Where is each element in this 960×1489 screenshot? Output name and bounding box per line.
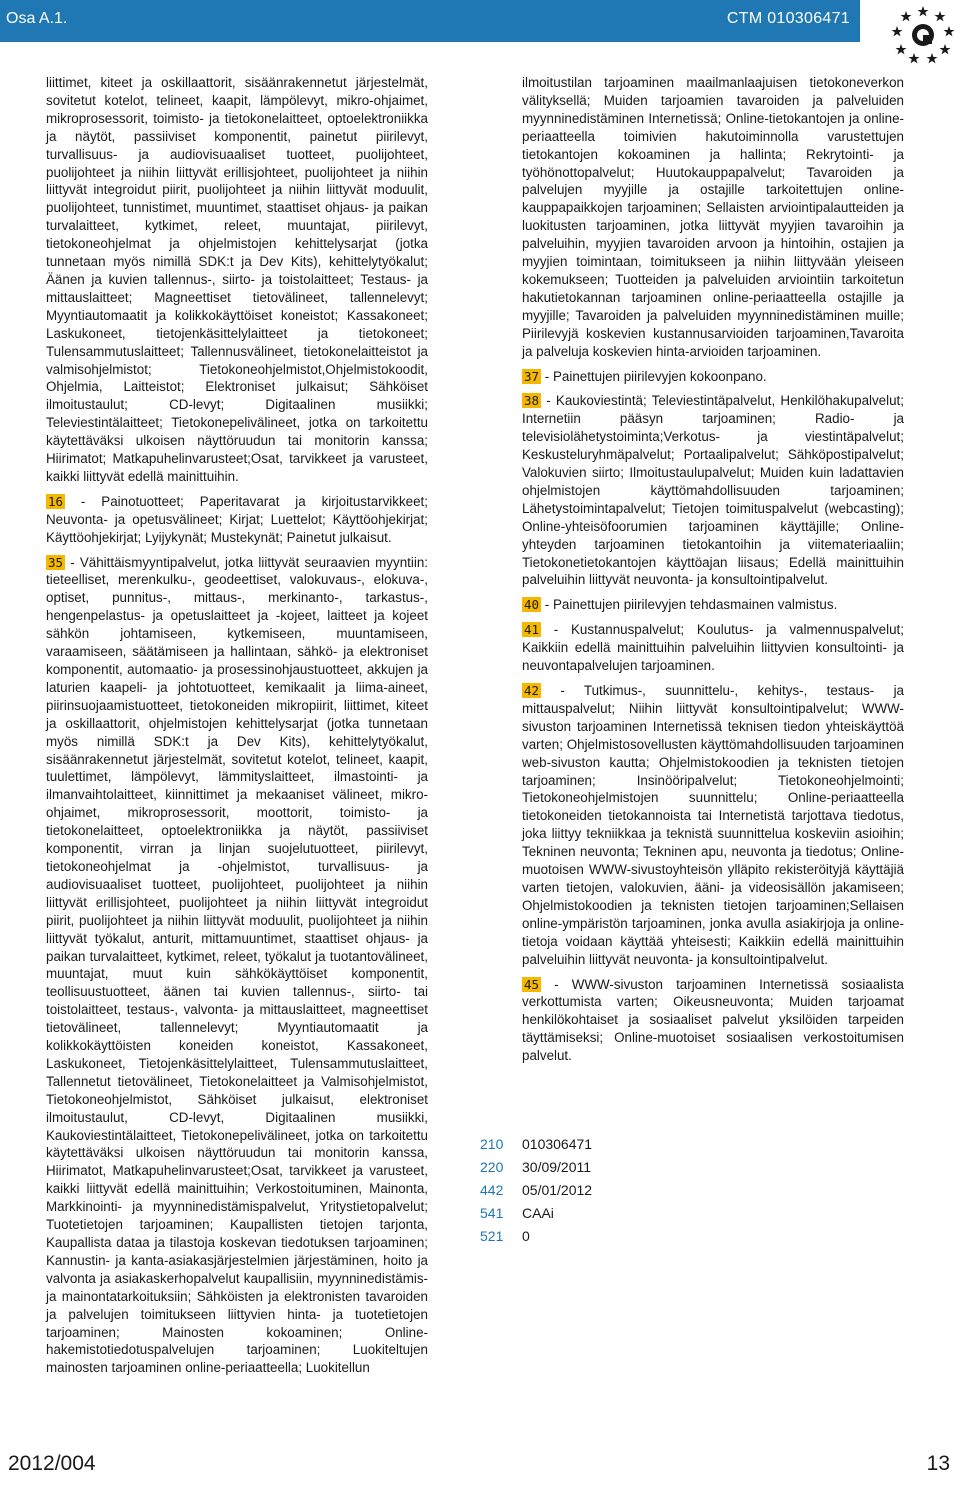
- meta-value: 010306471: [522, 1136, 593, 1152]
- ohim-logo-icon: [890, 4, 956, 66]
- left-intro-text: liittimet, kiteet ja oskillaattorit, sisäänrakennetut järjestelmät, sovitetut kotelot, telineet, kaapit, lämpölevyt, mikro-ohjaimet, mikroprosessorit, toimisto- ja tietokonelaitteet, optoelektroniikka ja näytöt, passiiviset komponentit, painetut piirilevyt, turvallisuus- ja audiovisuaaliset tuotteet, puolijohteet, puolijohteet ja niihin liittyvät erillisjohteet, puolijohteet ja niihin liittyvät integroidut piirit, puolijohteet ja niihin liittyvät moduulit, puolijohteet, tunnistimet, muuntimet, staattiset ohjaus- ja paikan turvalaitteet, kytkimet, releet, muuntajat, piirilevyt, tietokoneohjelmat ja ohjelmistojen kehittelysarjat (jotka tunnetaan myös nimillä SDK:t ja Dev Kits), kehittelytyökalut; Äänen ja kuvien tallennus-, siirto- ja toistolaitteet; Testaus- ja mittauslaitteet; Magneettiset tietovälineet, tallennelevyt; Myyntiautomaatit ja kolikkokäyttöiset koneistot; Kassakoneet; Laskukoneet, tietojenkäsittelylaitteet ja tietokoneet; Tulensammutuslaitteet; Tallennusvälineet, tietokonelaitteistot ja valmisohjelmistot; Tietokoneohjelmistot,Ohjelmistokoodit, Ohjelmia, Laitteistot; Elektroniset julkaisut; Sähköiset ilmoitustaulut; CD-levyt; Digitaalinen musiikki; Televiestintälaitteet; Tietokonepelivälineet, jotka on tarkoitettu käytettäväksi ulkoisen näyttöruudun tai monitorin kanssa; Hiirimatot; Matkapuhelinvarusteet;Osat, tarvikkeet ja varusteet, kaikki liittyvät edellä mainittuihin.: [46, 75, 428, 484]
- class-description: - Painettujen piirilevyjen tehdasmainen valmistus.: [541, 597, 838, 613]
- class-entry-41: [522, 621, 904, 675]
- meta-code: 442: [480, 1182, 504, 1198]
- right-intro-text: ilmoitustilan tarjoaminen maailmanlaajuisen tietokoneverkon välityksellä; Muiden tarjoamien tavaroiden ja palveluiden myynninedistäminen Internetissä; Online-tietokantojen ja online-periaatteella toimivien hakutoiminnolla varustettujen tietokantojen kokoaminen ja hallinta; Rekrytointi- ja työhönottopalvelut; Huutokauppapalvelut; Tavaroiden ja palvelujen myyjille ja ostajille tarkoitettujen online-kauppapaikkojen tarjoaminen; Sellaisten arviointipalautteiden ja luokitusten tarjoaminen, jotka liittyvät myyjien tavaroihin ja palveluihin, myyjien tavaroiden arvoon ja hintoihin, ostajien ja myyjien toimintaan, toimitukseen ja niihin liittyvään yleiseen kokemukseen; Tuotteiden ja palveluiden arviointiin tarkoitetun hakutietokannan tarjoaminen online-periaatteella ostajille ja myyjille; Tavaroiden ja palveluiden myynninedistäminen muille; Piirilevyjä koskevien kustannusarvioiden tarjoaminen,Tavaroita ja palveluja koskevien hinta-arvioiden tarjoaminen.: [522, 75, 904, 359]
- class-entry-38: [522, 392, 904, 589]
- class-entry-45: [522, 976, 904, 1066]
- class-code-badge: 35: [48, 554, 64, 570]
- class-entry-42: [522, 682, 904, 969]
- class-code-badge: 38: [524, 393, 540, 409]
- bibliographic-data: [480, 1133, 592, 1248]
- class-description: - Painotuotteet; Paperitavarat ja kirjoitustarvikkeet; Neuvonta- ja opetusvälineet; Kirjat; Luettelot; Käyttöohjekirjat; Käyttöohjekirjat; Lyijykynät; Mustekynät; Painetut julkaisut.: [46, 493, 428, 545]
- class-entry-37: [522, 368, 904, 386]
- ctm-number: CTM 010306471: [726, 10, 850, 27]
- issue-number: 2012/004: [8, 1452, 96, 1475]
- left-column: [46, 74, 428, 1384]
- class-description: - Kaukoviestintä; Televiestintäpalvelut, Henkilöhakupalvelut; Internetiin pääsyn tarjoaminen; Radio- ja televisiolähetystoiminta;Verkotus- ja viestintäpalvelut; Keskusteluryhmäpalvelut; Portaalipalvelut; Sähköpostipalvelut; Valokuvien siirto; Ilmoitustaulupalvelut; Muiden kuin ladattavien ohjelmistojen käyttömahdollisuuden tarjoaminen; Lähetystoimintapalvelut; Tietojen toimituspalvelut (webcasting); Online-yhteisöfoorumien tarjoaminen käyttäjille; Online-yhteyden tarjoaminen tietokantoihin ja viitemateriaaliin; Tietokonetietokantojen käyttöajan liisaus; Edellä mainittuihin palveluihin liittyvät neuvonta- ja konsultointipalvelut.: [522, 393, 904, 588]
- meta-value: 0: [522, 1228, 530, 1244]
- class-description: - Tutkimus-, suunnittelu-, kehitys-, testaus- ja mittauspalvelut; Niihin liittyvät konsultointipalvelut; WWW-sivuston tarjoaminen Internetissä teknisen tiedon yhteiskäyttöä varten; Ohjelmistosovellusten käyttömahdollisuuden tarjoaminen web-sivuston kautta; Ohjelmistokoodien ja teknisten tietojen tarjoaminen; Insinööripalvelut; Tietokoneohjelmointi; Tietokoneohjelmistojen suunnittelu; Online-periaatteella tietokoneiden tietokannoista tai Internetistä tarjottava tiedotus, joka liittyy tekniikkaa ja teknistä suunnittelua koskeviin asioihin; Tekninen neuvonta; Tekninen apu, neuvonta ja tiedotus; Online-muotoisen WWW-sivustoyhteisön ylläpito rekisteröityjä käyttäjiä varten tietojen, valokuvien, ääni- ja videosisällön jakamiseen; Ohjelmistokoodien ja teknisten tietojen tarjoaminen;Sellaisen online-ympäristön tarjoaminen, jonka avulla asiakirjoja ja online-tietoja voidaan käyttää yhteisesti; Kaikkiin edellä mainittuihin palveluihin liittyvät neuvonta- ja konsultointipalvelut.: [522, 683, 904, 967]
- class-code-badge: 16: [48, 493, 64, 509]
- class-description: - WWW-sivuston tarjoaminen Internetissä sosiaalista verkottumista varten; Oikeusneuvonta; Muiden tarjoamat henkilökohtaiset ja sosiaaliset palvelut yksilöiden tarpeiden täyttämiseksi; Online-muotoiset sosiaalisen verkostoitumisen palvelut.: [522, 976, 904, 1064]
- class-entry-35: [46, 554, 428, 1378]
- meta-row: [480, 1225, 592, 1248]
- meta-row: [480, 1179, 592, 1202]
- page-number: 13: [926, 1452, 950, 1475]
- meta-row: [480, 1202, 592, 1225]
- meta-value: 05/01/2012: [522, 1182, 593, 1198]
- meta-code: 210: [480, 1136, 504, 1152]
- meta-code: 541: [480, 1205, 504, 1221]
- class-description: - Kustannuspalvelut; Koulutus- ja valmennuspalvelut; Kaikkiin edellä mainittuihin palveluihin liittyvien konsultointi- ja neuvontapalvelujen tarjoaminen.: [522, 622, 904, 674]
- class-code-badge: 37: [524, 368, 540, 384]
- meta-code: 521: [480, 1228, 504, 1244]
- class-entry-40: [522, 596, 904, 614]
- section-label: Osa A.1.: [6, 10, 68, 27]
- meta-code: 220: [480, 1159, 504, 1175]
- meta-row: [480, 1156, 592, 1179]
- meta-value: 30/09/2011: [522, 1159, 592, 1175]
- class-entry-16: [46, 493, 428, 547]
- class-code-badge: 41: [524, 622, 540, 638]
- class-description: - Painettujen piirilevyjen kokoonpano.: [541, 368, 767, 384]
- meta-row: [480, 1133, 592, 1156]
- class-description: - Vähittäismyyntipalvelut, jotka liittyvät seuraavien myyntiin: tieteelliset, merenkulku-, geodeettiset, valokuvaus-, elokuva-, optiset, punnitus-, mittaus-, merkinanto-, tarkastus-, hengenpelastus- ja opetuslaitteet ja -kojeet, laitteet ja kojeet sähkön johtamiseen, kytkemiseen, muuntamiseen, varaamiseen, säätämiseen ja hallintaan, sähkö- ja elektroniset komponentit, automaatio- ja prosessinohjaustuotteet, akkujen ja laturien kaapeli- ja johtotuotteet, kemikaalit ja liima-aineet, piirinsuojaamistuotteet, tietokoneiden mikropiirit, liittimet, kiteet ja oskillaattorit, ohjelmistojen kehittelysarjat (jotka tunnetaan myös nimillä SDK:t ja Dev Kits), kehittelytyökalut, sisäänrakennetut järjestelmät, sovitetut kotelot, telineet, kaapit, tuulettimet, lämpölevyt, lämmityslaitteet, ilmastointi- ja ilmanvaihtolaitteet, kiinnittimet ja mekaaniset välineet, mikro-ohjaimet, mikroprosessorit, moottorit, toimisto- ja tietokonelaitteet, optoelektroniikka ja näytöt, passiiviset komponentit, virran ja linjan suojelutuotteet, piirilevyt, tietokoneohjelmat ja -ohjelmistot, turvallisuus- ja audiovisuaaliset tuotteet, puolijohteet, puolijohteet ja niihin liittyvät erillisjohteet, puolijohteet ja niihin liittyvät integroidut piirit, puolijohteet ja niihin liittyvät moduulit, puolijohteet ja niihin liittyvät työkalut, anturit, mittamuuntimet, staattiset ohjaus- ja paikan turvalaitteet, kytkimet, releet, työkalut ja tuotantovälineet, muuntajat, muut kuin sähkökäyttöiset komponentit, teollisuustuotteet, äänen tai kuvien tallennus-, siirto- tai toistolaitteet, testaus-, valvonta- ja mittauslaitteet, magneettiset tietovälineet, tallennelevyt; Myyntiautomaatit ja kolikkokäyttöisten koneiden koneistot, Kassakoneet, Laskukoneet, Tietojenkäsittelylaitteet, Tulensammutuslaitteet, Tallennetut tietovälineet, Tietokonelaitteet ja Valmisohjelmistot, Tietokoneohjelmistot, Sähköiset julkaisut, elektroniset ilmoitustaulut, CD-levyt, Digitaalinen musiikki, Kaukoviestintälaitteet, Tietokonepelivälineet, jotka on tarkoitettu käytettäväksi ulkoisen näyttöruudun tai monitorin kanssa, Hiirimatot, Matkapuhelinvarusteet;Osat, tarvikkeet ja varusteet, kaikki liittyvät edellä mainittuihin; Verkostoituminen, Mainonta, Markkinointi- ja myynninedistämispalvelut, Yritystietopalvelut; Tuotetietojen tarjoaminen; Kaupallisten tietojen tarjonta, Kaupallista dataa ja tilastoja koskevan tiedotuksen tarjoaminen; Kannustin- ja kanta-asiakasjärjestelmien järjestäminen, hoito ja valvonta ja asiakaskerhopalvelut kaupallisiin, myynninedistämis- ja mainontatarkoituksiin; Sähköisten ja elektronisten tavaroiden ja palvelujen toimitukseen liittyvien hinta- ja tuotetietojen tarjoaminen; Mainosten kokoaminen; Online-hakemistotiedotuspalvelujen tarjoaminen; Luokiteltujen mainosten tarjoaminen online-periaatteella; Luokitellun: [46, 554, 428, 1376]
- meta-value: CAAi: [522, 1205, 554, 1221]
- class-code-badge: 42: [524, 683, 540, 698]
- header-bar: [0, 0, 860, 42]
- right-column: [522, 74, 904, 1072]
- class-code-badge: 40: [524, 597, 540, 613]
- class-code-badge: 45: [524, 976, 540, 992]
